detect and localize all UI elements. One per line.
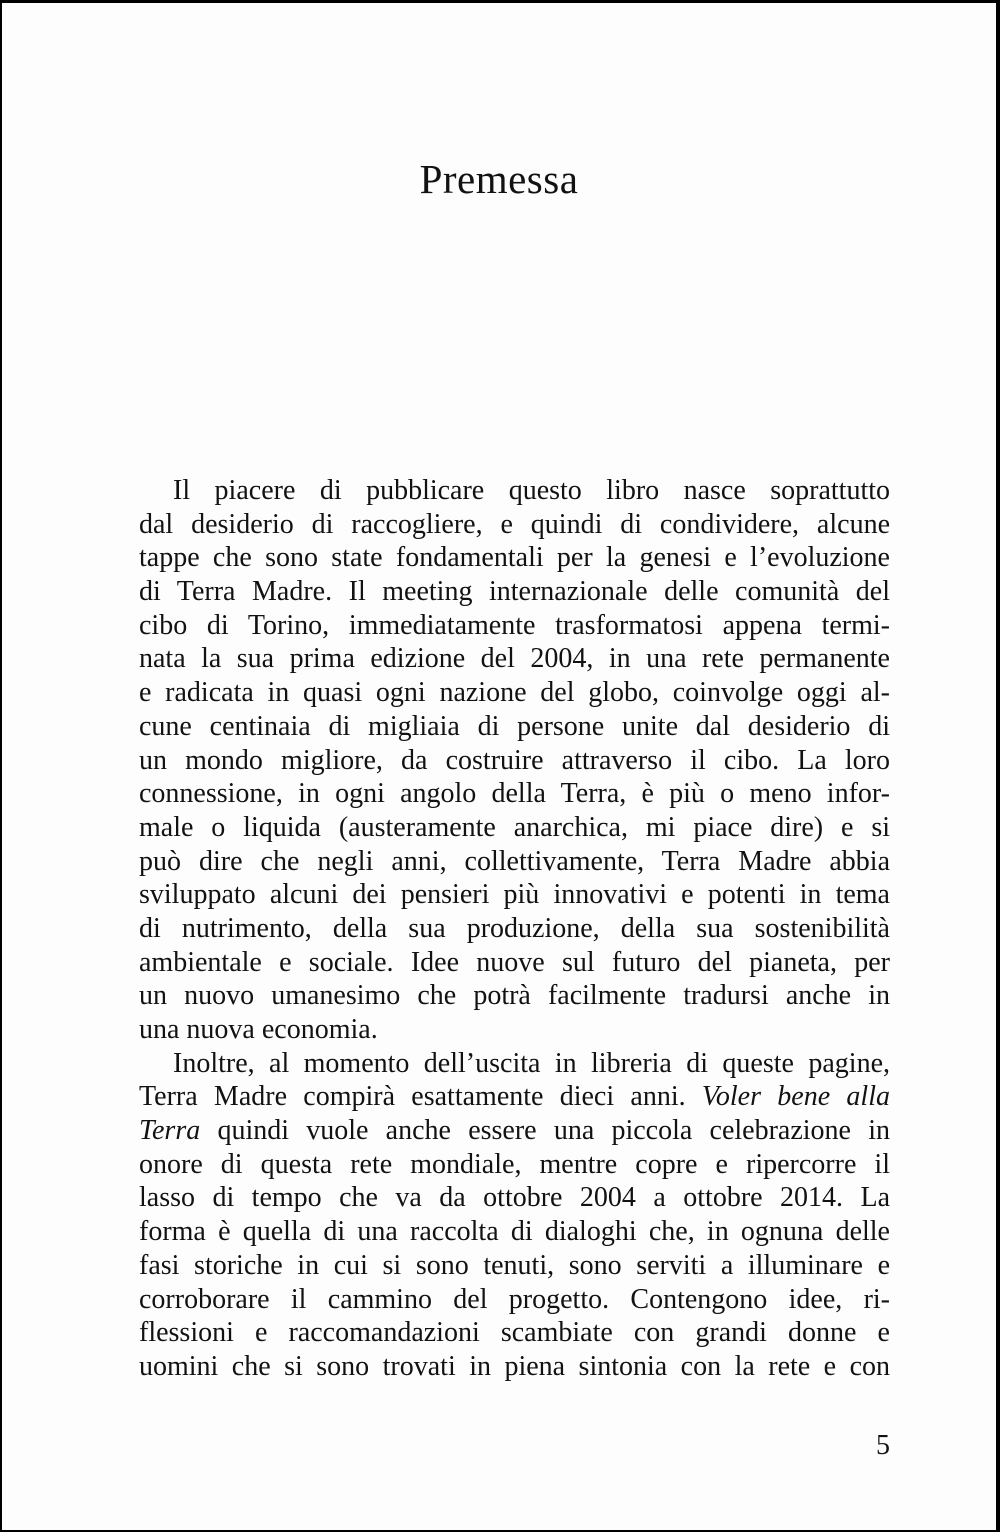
- text-line: cune centinaia di migliaia di persone unite dal desiderio di: [139, 710, 890, 742]
- text-line: ambientale e sociale. Idee nuove sul futuro del pianeta, per: [139, 946, 890, 978]
- text-line: cibo di Torino, immediatamente trasformatosi appena termi-: [139, 609, 890, 641]
- text-line: può dire che negli anni, collettivamente, Terra Madre abbia: [139, 845, 890, 877]
- text-line: connessione, in ogni angolo della Terra, è più o meno infor-: [139, 778, 890, 810]
- body-text: [139, 474, 890, 1384]
- text-line: flessioni e raccomandazioni scambiate con grandi donne e: [139, 1317, 890, 1349]
- text-line: una nuova economia.: [139, 1014, 378, 1045]
- text-line: Terra quindi vuole anche essere una piccola celebrazione in: [139, 1115, 890, 1147]
- text-line: e radicata in quasi ogni nazione del globo, coinvolge oggi al-: [139, 677, 890, 709]
- paragraph: [139, 474, 890, 1047]
- text-line: tappe che sono state fondamentali per la genesi e l’evoluzione: [139, 542, 890, 574]
- text-line: Inoltre, al momento dell’uscita in libreria di queste pagine,: [173, 1047, 890, 1079]
- text-line: di Terra Madre. Il meeting internazionale delle comunità del: [139, 576, 890, 608]
- text-line: un nuovo umanesimo che potrà facilmente tradursi anche in: [139, 980, 890, 1012]
- text-line: Terra Madre compirà esattamente dieci anni. Voler bene alla: [139, 1081, 890, 1113]
- text-line: di nutrimento, della sua produzione, della sua sostenibilità: [139, 912, 890, 944]
- text-line: sviluppato alcuni dei pensieri più innovativi e potenti in tema: [139, 879, 890, 911]
- text-line: onore di questa rete mondiale, mentre copre e ripercorre il: [139, 1148, 890, 1180]
- text-line: fasi storiche in cui si sono tenuti, sono serviti a illuminare e: [139, 1249, 890, 1281]
- text-line: corroborare il cammino del progetto. Contengono idee, ri-: [139, 1283, 890, 1315]
- page-number: 5: [876, 1430, 890, 1461]
- text-line: lasso di tempo che va da ottobre 2004 a ottobre 2014. La: [139, 1182, 890, 1214]
- text-line: dal desiderio di raccogliere, e quindi di condividere, alcune: [139, 508, 890, 540]
- text-line: male o liquida (austeramente anarchica, mi piace dire) e si: [139, 811, 890, 843]
- text-line: Il piacere di pubblicare questo libro nasce soprattutto: [173, 475, 890, 506]
- text-line: un mondo migliore, da costruire attraverso il cibo. La loro: [139, 744, 890, 776]
- chapter-title: Premessa: [419, 156, 579, 202]
- text-line: forma è quella di una raccolta di dialoghi che, in ognuna delle: [139, 1216, 890, 1248]
- text-line: uomini che si sono trovati in piena sintonia con la rete e con: [139, 1350, 890, 1382]
- paragraph: [139, 1047, 890, 1384]
- text-line: nata la sua prima edizione del 2004, in una rete permanente: [139, 643, 890, 675]
